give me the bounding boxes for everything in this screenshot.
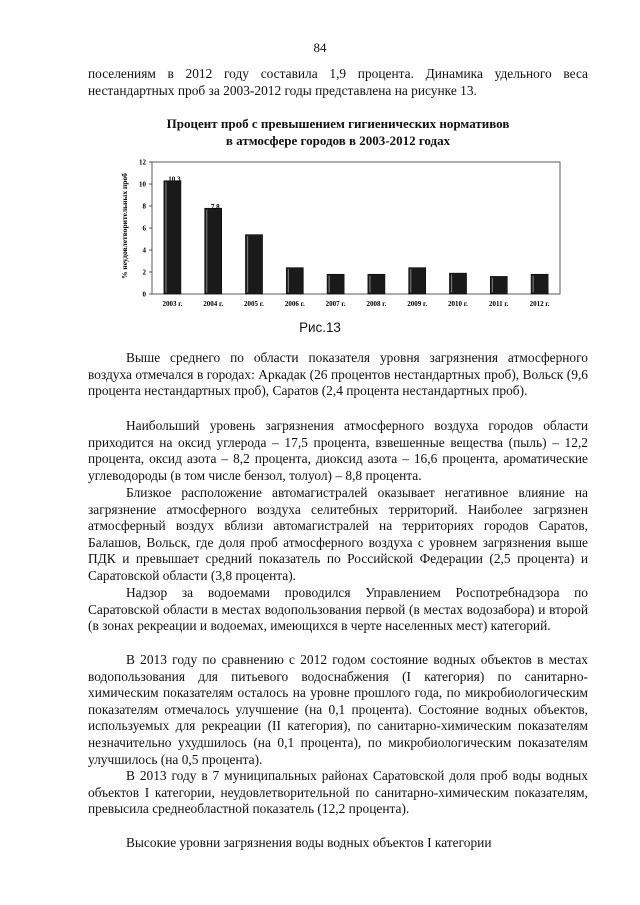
data-label: 7,8 [210, 203, 220, 212]
x-tick-label: 2012 г. [529, 300, 550, 308]
paragraph-1: Выше среднего по области показателя уровня загрязнения атмосферного воздуха отмечался в городах: Аркадак (26 процентов нестандартных проб), Вольск (9,6 процента нестандартных проб), Саратов (2,4 процента нестандартных проб). [88, 350, 588, 399]
x-tick-label: 2008 г. [366, 300, 387, 308]
paragraph-4: Надзор за водоемами проводился Управлением Роспотребнадзора по Саратовской области в местах водопользования первой (в местах водозабора) и второй (в зонах рекреации и водоемах, имеющихся в черте населенных мест) категорий. [88, 585, 588, 634]
figure-caption: Рис.13 [299, 320, 341, 335]
bar-highlight [329, 276, 330, 293]
bar-highlight [451, 275, 452, 293]
data-label: 10,3 [168, 175, 181, 184]
intro-paragraph: поселениям в 2012 году составила 1,9 процента. Динамика удельного веса нестандартных проб за 2003-2012 годы представлена на рисунке 13. [88, 66, 588, 98]
paragraph-6: В 2013 году в 7 муниципальных районах Саратовской доля проб воды водных объектов I категории, неудовлетворительной по санитарно-химическим показателям, превысила среднеобластной показатель (12,2 процента). [88, 768, 588, 817]
bar-highlight [369, 276, 370, 293]
y-tick-label: 8 [142, 202, 146, 211]
bar-chart [0, 0, 640, 320]
y-tick-label: 12 [139, 158, 146, 167]
y-tick-label: 4 [142, 246, 146, 255]
bar-highlight [288, 269, 289, 292]
bar-highlight [492, 278, 493, 293]
bar-highlight [410, 269, 411, 292]
chart-title-line-1: Процент проб с превышением гигиенических нормативов [166, 116, 510, 131]
x-tick-label: 2011 г. [489, 300, 509, 308]
paragraph-2: Наибольший уровень загрязнения атмосферного воздуха городов области приходится на оксид углерода – 17,5 процента, взвешенные вещества (пыль) – 12,2 процента, оксид азота – 8,2 процента, диоксид азота – 16,6 процента, ароматические углеводороды (в том числе бензол, толуол) – 8,8 процента. [88, 418, 588, 483]
y-axis-label: % неудовлетворительных проб [120, 173, 129, 279]
y-tick-label: 0 [142, 290, 146, 299]
x-tick-label: 2007 г. [325, 300, 346, 308]
paragraph-3: Близкое расположение автомагистралей оказывает негативное влияние на загрязнение атмосферного воздуха селитебных территорий. Наиболее загрязнен атмосферный воздух вблизи автомагистралей на территориях городов Саратов, Балашов, Вольск, где доля проб атмосферного воздуха с уровнем загрязнения выше ПДК и превышает средний показатель по Российской Федерации (2,5 процента) и Саратовской области (3,8 процента). [88, 485, 588, 583]
x-tick-label: 2005 г. [244, 300, 264, 308]
paragraph-5: В 2013 году по сравнению с 2012 годом состояние водных объектов в местах водопользования для питьевого водоснабжения (I категория) по санитарно-химическим показателям осталось на уровне прошлого года, по микробиологическим показателям отмечалось улучшение (на 0,1 процента). Состояние водных объектов, используемых для рекреации (II категория), по санитарно-химическим показателям незначительно ухудшилось (на 0,1 процента), по микробиологическим показателям улучшилось (на 0,5 процента). [88, 652, 588, 767]
x-tick-label: 2009 г. [407, 300, 428, 308]
page-number: 84 [313, 40, 327, 55]
x-tick-label: 2004 г. [203, 300, 224, 308]
bar-highlight [165, 182, 166, 292]
x-tick-label: 2003 г. [162, 300, 183, 308]
paragraph-7: Высокие уровни загрязнения воды водных объектов I категории [126, 835, 492, 850]
y-tick-label: 10 [139, 180, 146, 189]
x-tick-label: 2006 г. [284, 300, 305, 308]
bar-highlight [206, 210, 207, 293]
bar-highlight [247, 236, 248, 292]
y-tick-label: 2 [142, 268, 146, 277]
y-tick-label: 6 [142, 224, 146, 233]
chart-title-line-2: в атмосфере городов в 2003-2012 годах [225, 133, 451, 148]
x-tick-label: 2010 г. [448, 300, 468, 308]
bar-highlight [533, 276, 534, 293]
